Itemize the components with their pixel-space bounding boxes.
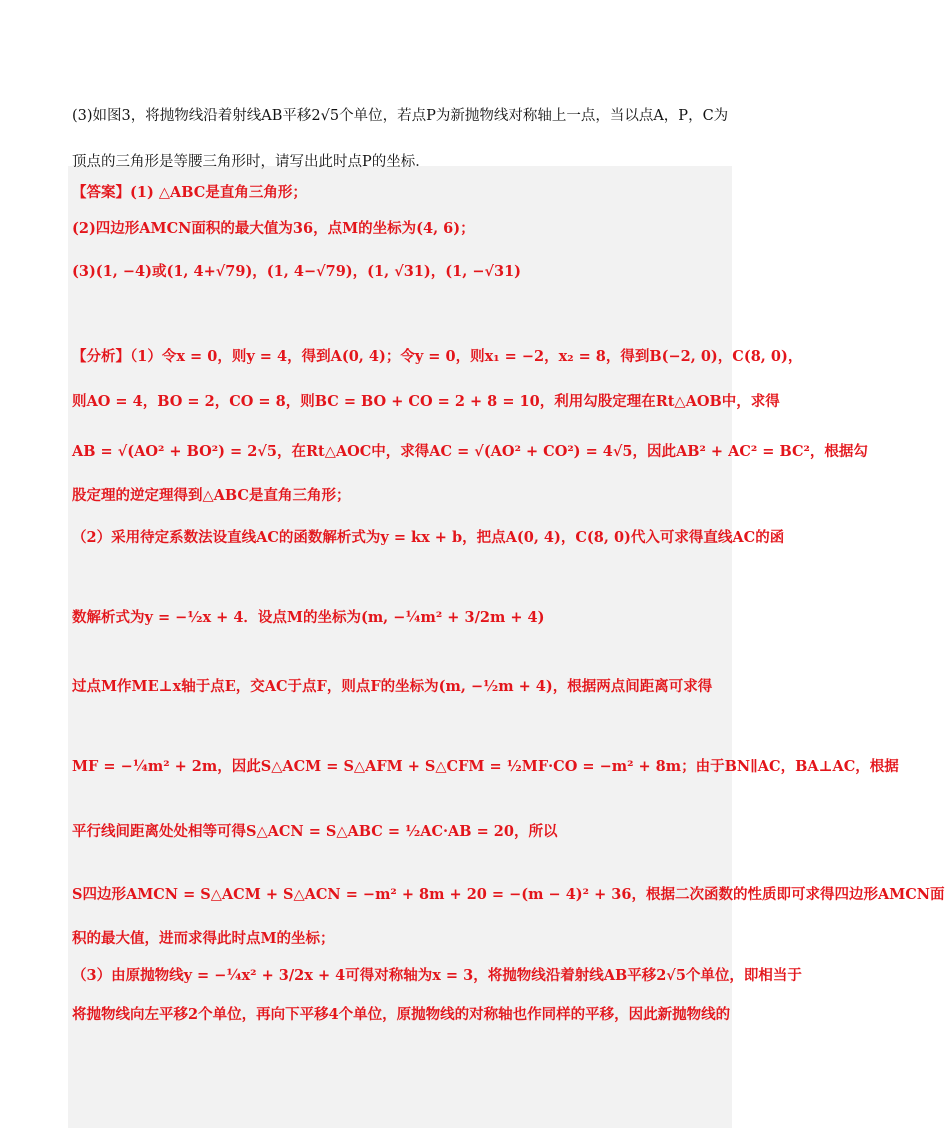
analysis-line-4: 股定理的逆定理得到△ABC是直角三角形； [72,487,351,504]
answer-part-1 [72,183,732,203]
analysis-line-10: S四边形AMCN = S△ACM + S△ACN = −m² + 8m + 20 = −(m − 4)² + 36，根据二次函数的性质即可求得四边形AMCN面 [72,886,945,903]
answer-label: 【答案】 [72,184,130,201]
answer-part1-text: (1) △ABC是直角三角形； [130,184,307,201]
analysis-line-1 [72,347,803,367]
analysis-line-13: 将抛物线向左平移2个单位，再向下平移4个单位，原抛物线的对称轴也作同样的平移，因此新抛物线的 [72,1006,731,1023]
analysis-line-8: MF = −¼m² + 2m，因此S△ACM = S△AFM + S△CFM = ½MF·CO = −m² + 8m；由于BN∥AC，BA⊥AC，根据 [72,758,899,775]
analysis-line-12: （3）由原抛物线y = −¼x² + 3/2x + 4可得对称轴为x = 3，将抛物线沿着射线AB平移2√5个单位，即相当于 [72,967,802,984]
analysis-line-5: （2）采用待定系数法设直线AC的函数解析式为y = kx + b，把点A(0, 4)，C(8, 0)代入可求得直线AC的函 [72,529,785,546]
answer-part-3: (3)(1, −4)或(1, 4+√79)，(1, 4−√79)，(1, √31)，(1, −√31) [72,263,522,280]
analysis-line-7: 过点M作ME⊥x轴于点E，交AC于点F，则点F的坐标为(m, −½m + 4)，根据两点间距离可求得 [72,678,713,695]
analysis-line-9: 平行线间距离处处相等可得S△ACN = S△ABC = ½AC·AB = 20，所以 [72,823,558,840]
analysis-label: 【分析】 [72,348,130,365]
analysis-line-11: 积的最大值，进而求得此时点M的坐标； [72,930,335,947]
analysis-line-1-text: （1）令x = 0，则y = 4，得到A(0, 4)；令y = 0，则x₁ = −2，x₂ = 8，得到B(−2, 0)，C(8, 0)， [130,348,803,365]
analysis-line-3: AB = √(AO² + BO²) = 2√5，在Rt△AOC中，求得AC = √(AO² + CO²) = 4√5，因此AB² + AC² = BC²，根据勾 [72,443,868,460]
question-line-2: 顶点的三角形是等腰三角形时，请写出此时点P的坐标． [72,154,430,170]
analysis-line-2: 则AO = 4，BO = 2，CO = 8，则BC = BO + CO = 2 + 8 = 10，利用勾股定理在Rt△AOB中，求得 [72,393,780,410]
question-line-1: (3)如图3，将抛物线沿着射线AB平移2√5个单位，若点P为新抛物线对称轴上一点，当以点A，P，C为 [72,108,729,124]
analysis-line-6: 数解析式为y = −½x + 4．设点M的坐标为(m, −¼m² + 3/2m + 4) [72,609,545,626]
answer-part-2: (2)四边形AMCN面积的最大值为36，点M的坐标为(4, 6)； [72,220,475,237]
